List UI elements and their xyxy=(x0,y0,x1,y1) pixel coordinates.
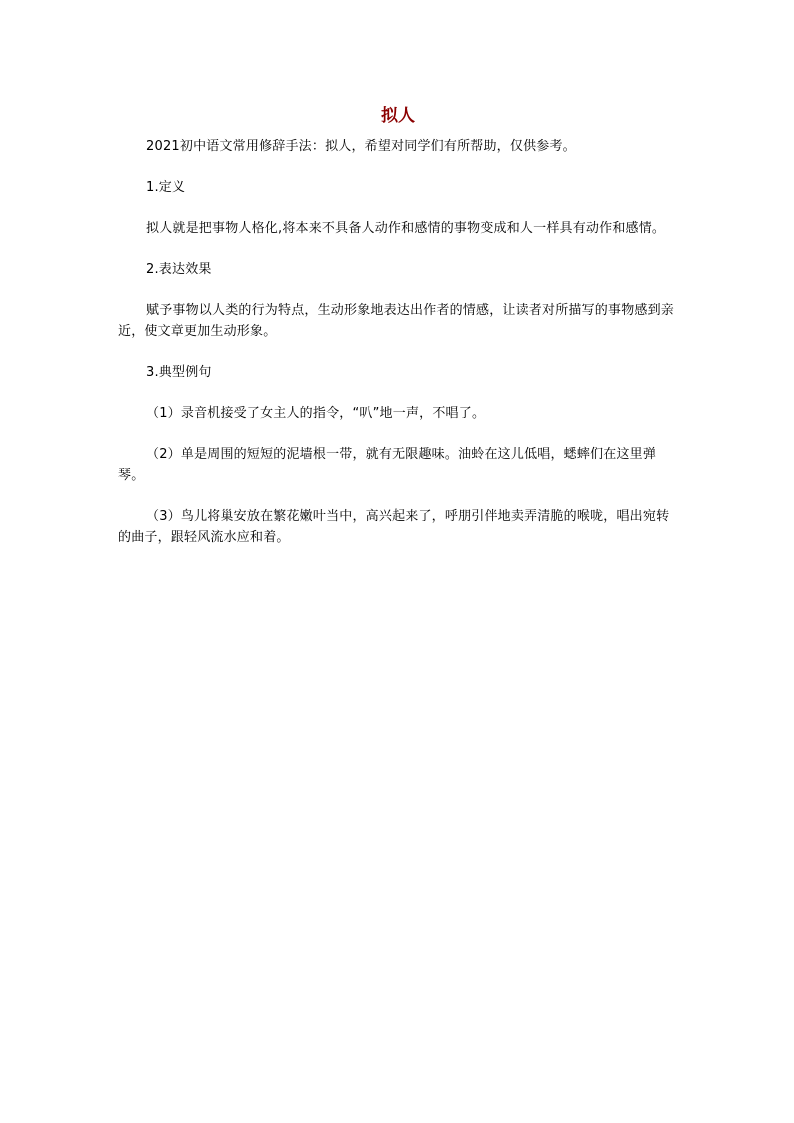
definition-paragraph: 拟人就是把事物人格化,将本来不具备人动作和感情的事物变成和人一样具有动作和感情。 xyxy=(146,221,666,236)
example-sentence-1: （1）录音机接受了女主人的指令，“叭”地一声，不唱了。 xyxy=(146,406,486,421)
section-heading-definition: 1.定义 xyxy=(146,180,186,195)
document-title: 拟人 xyxy=(381,106,415,126)
section-heading-examples: 3.典型例句 xyxy=(146,365,212,380)
effect-paragraph: 赋予事物以人类的行为特点，生动形象地表达出作者的情感，让读者对所描写的事物感到亲近，使文章更加生动形象。 xyxy=(118,303,675,339)
document-page xyxy=(118,104,678,568)
example-sentence-2: （2）单是周围的短短的泥墙根一带，就有无限趣味。油蛉在这儿低唱，蟋蟀们在这里弹琴。 xyxy=(118,447,657,483)
example-sentence-3: （3）鸟儿将巢安放在繁花嫩叶当中，高兴起来了，呼朋引伴地卖弄清脆的喉咙，唱出宛转的曲子，跟轻风流水应和着。 xyxy=(118,509,670,545)
intro-paragraph: 2021初中语文常用修辞手法：拟人，希望对同学们有所帮助，仅供参考。 xyxy=(146,139,576,154)
section-heading-effect: 2.表达效果 xyxy=(146,262,212,277)
